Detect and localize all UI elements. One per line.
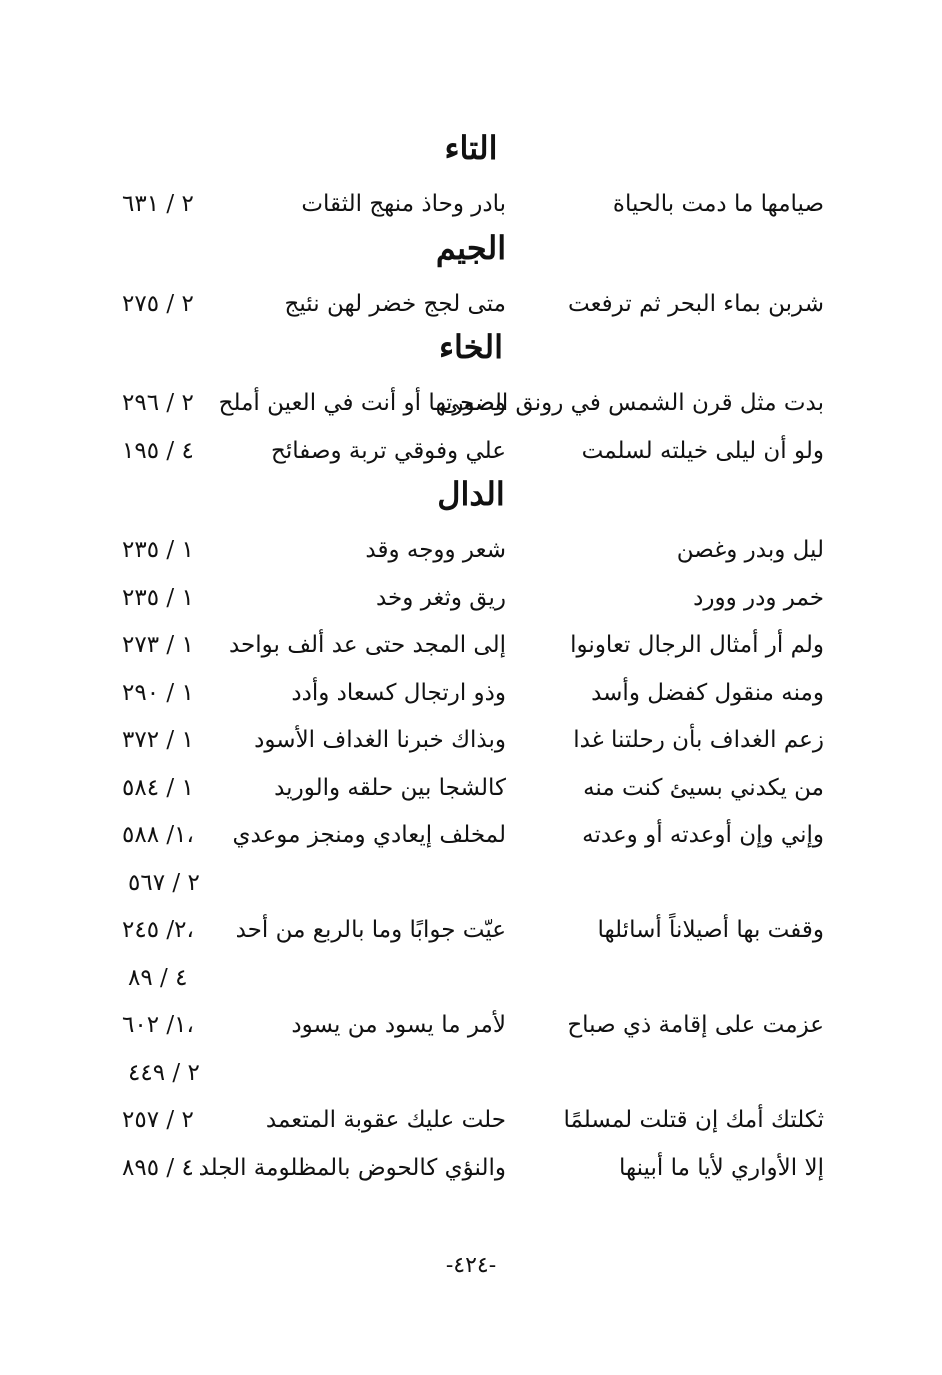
verse-reference: ١ / ٢٣٥ <box>122 537 194 563</box>
verse-second-hemistich: وبذاك خبرنا الغداف الأسود <box>254 727 506 753</box>
verse-second-hemistich: والنؤي كالحوض بالمظلومة الجلد <box>198 1154 506 1181</box>
verse-row <box>0 768 942 808</box>
verse-row <box>0 383 942 423</box>
verse-reference: ٢ / ٢٥٧ <box>122 1107 194 1133</box>
verse-row <box>0 815 942 855</box>
verse-first-hemistich: صيامها ما دمت بالحياة <box>612 191 824 217</box>
verse-row <box>0 284 942 324</box>
verse-reference: ١ / ٢٣٥ <box>122 584 194 611</box>
verse-first-hemistich: شربن بماء البحر ثم ترفعت <box>568 290 824 317</box>
verse-reference: ٤ / ٨٩٥ <box>122 1154 194 1181</box>
verse-reference-continued: ٤ / ٨٩ <box>128 964 188 991</box>
verse-second-hemistich: إلى المجد حتى عد ألف بواحد <box>228 632 506 658</box>
verse-second-hemistich: لأمر ما يسود من يسود <box>291 1012 506 1038</box>
verse-row <box>0 578 942 618</box>
verse-row <box>0 673 942 713</box>
verse-reference: ١ / ٢٧٣ <box>122 632 194 658</box>
verse-first-hemistich: ليل وبدر وغصن <box>676 537 824 563</box>
verse-reference: ١ / ٥٨٤ <box>122 774 194 801</box>
verse-first-hemistich: ولو أن ليلى خيلته لسلمت <box>581 437 824 464</box>
verse-reference: ١/ ٦٠٢، <box>122 1012 194 1038</box>
section-heading: الدال <box>437 475 505 513</box>
verse-second-hemistich: ريق وثغر وخد <box>375 584 506 611</box>
verse-reference: ١ / ٢٩٠ <box>122 679 194 706</box>
verse-second-hemistich: علي وفوقي تربة وصفائح <box>271 437 506 464</box>
verse-reference: ٢ / ٢٧٥ <box>122 290 194 317</box>
verse-second-hemistich: عيّت جوابًا وما بالربع من أحد <box>235 917 506 943</box>
verse-first-hemistich: بدت مثل قرن الشمس في رونق الضحى <box>440 390 824 416</box>
verse-row <box>0 720 942 760</box>
verse-second-hemistich: كالشجا بين حلقه والوريد <box>274 774 506 801</box>
verse-row <box>0 530 942 570</box>
verse-second-hemistich: حلت عليك عقوبة المتعمد <box>265 1107 506 1133</box>
verse-row <box>0 1005 942 1045</box>
verse-second-hemistich: متى لجج خضر لهن نئيج <box>284 290 506 317</box>
verse-first-hemistich: ولم أر أمثال الرجال تعاونوا <box>570 632 824 658</box>
verse-first-hemistich: خمر ودر وورد <box>693 584 824 611</box>
verse-first-hemistich: زعم الغداف بأن رحلتنا غدا <box>573 727 824 753</box>
verse-reference: ٤ / ١٩٥ <box>122 437 194 464</box>
verse-reference: ١ / ٣٧٢ <box>122 727 194 753</box>
page-number: -٤٢٤- <box>445 1253 497 1278</box>
verse-second-hemistich: لمخلف إيعادي ومنجز موعدي <box>232 822 506 848</box>
verse-row <box>0 1148 942 1188</box>
verse-second-hemistich: وذو ارتجال كسعاد وأدد <box>291 679 506 706</box>
verse-reference-continued: ٢ / ٤٤٩ <box>128 1059 200 1086</box>
verse-reference: ٢/ ٢٤٥، <box>122 917 194 943</box>
verse-first-hemistich: ومنه منقول كفضل وأسد <box>591 679 824 706</box>
verse-row <box>0 431 942 471</box>
verse-second-hemistich: بادر وحاذ منهج الثقات <box>301 191 506 217</box>
verse-row <box>0 625 942 665</box>
verse-first-hemistich: عزمت على إقامة ذي صباح <box>567 1012 824 1038</box>
verse-first-hemistich: ثكلتك أمك إن قتلت لمسلمًا <box>563 1107 824 1133</box>
verse-row <box>0 184 942 224</box>
verse-second-hemistich: شعر ووجه وقد <box>365 537 506 563</box>
verse-first-hemistich: وإني وإن أوعدته أو وعدته <box>582 822 824 848</box>
section-heading: التاء <box>444 129 498 167</box>
verse-reference: ١/ ٥٨٨، <box>122 822 194 848</box>
verse-reference: ٢ / ٦٣١ <box>122 191 194 217</box>
verse-first-hemistich: من يكدني بسيئ كنت منه <box>583 774 824 801</box>
verse-row <box>0 1100 942 1140</box>
verse-reference: ٢ / ٢٩٦ <box>122 390 194 416</box>
verse-second-hemistich: وصورتها أو أنت في العين أملح <box>218 390 506 416</box>
section-heading: الخاء <box>438 328 504 366</box>
verse-reference-continued: ٢ / ٥٦٧ <box>128 869 200 896</box>
verse-row <box>0 910 942 950</box>
section-heading: الجيم <box>435 228 507 267</box>
verse-first-hemistich: وقفت بها أصيلاناً أسائلها <box>597 917 824 943</box>
verse-first-hemistich: إلا الأواري لأيا ما أبينها <box>618 1154 824 1181</box>
